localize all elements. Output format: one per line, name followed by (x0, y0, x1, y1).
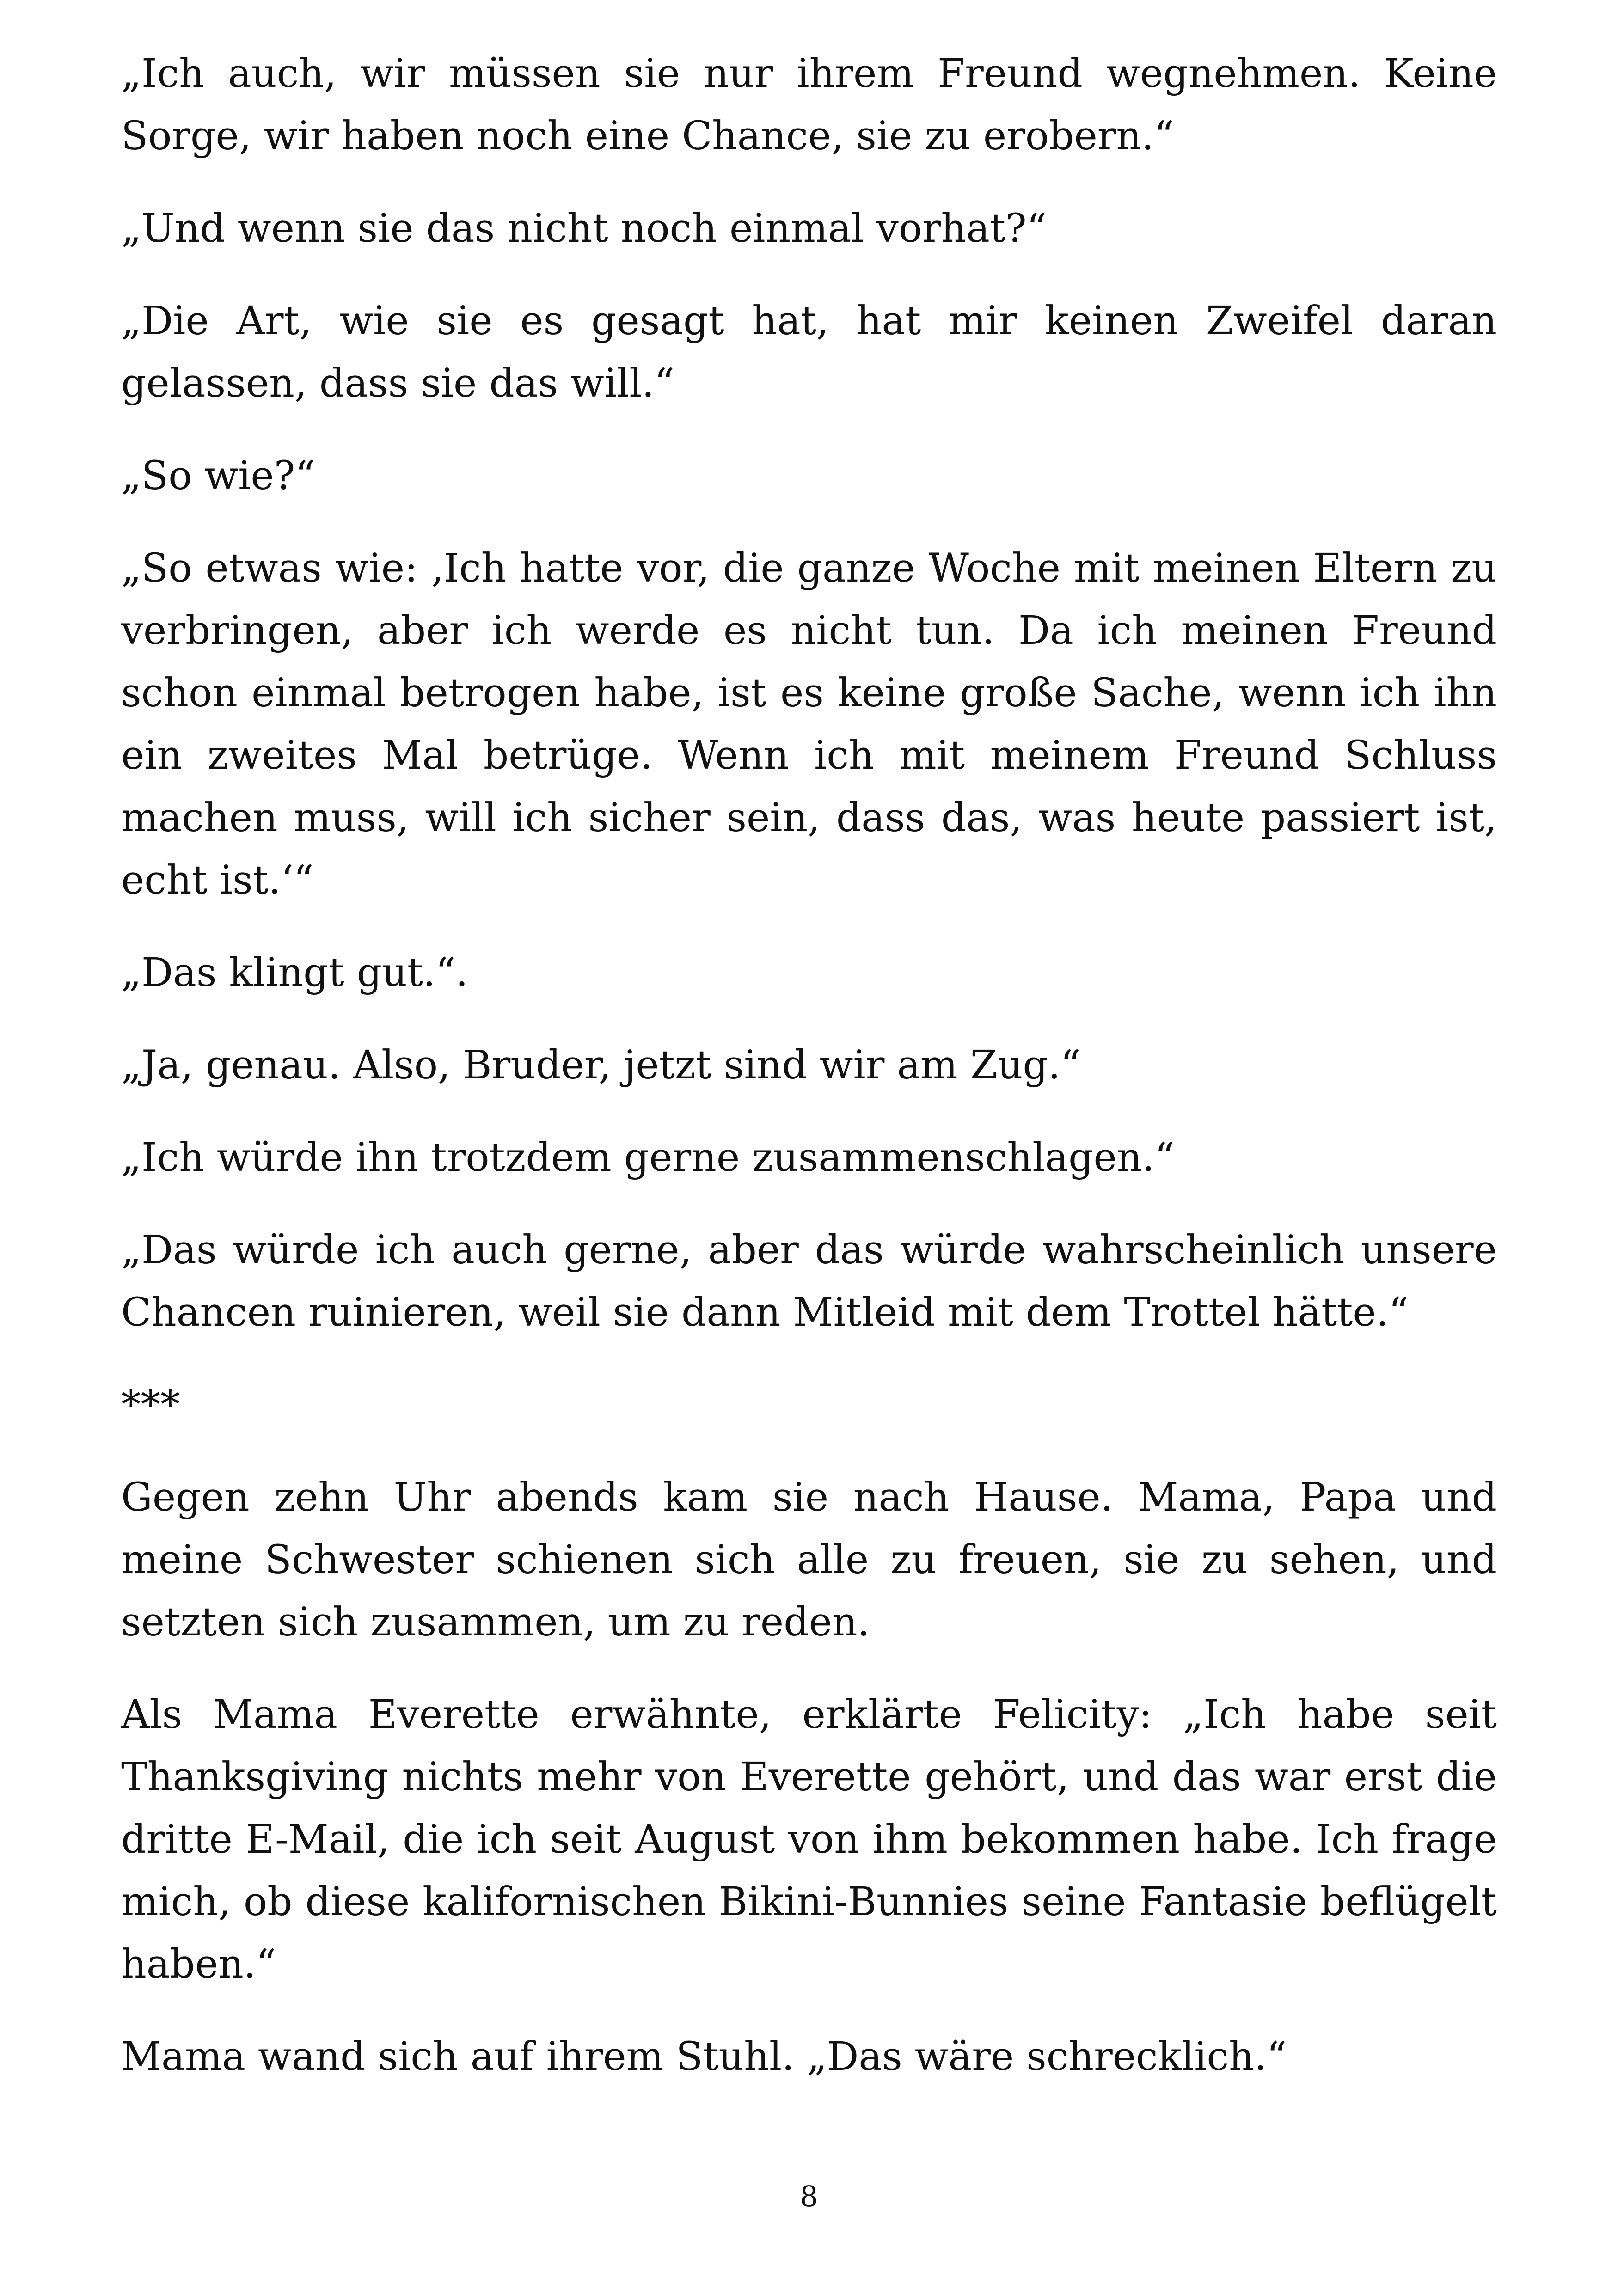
paragraph: „So etwas wie: ‚Ich hatte vor, die ganze Woche mit meinen Eltern zu verbringen, aber ich werde es nicht tun. Da ich meinen Freund schon einmal betrogen habe, ist es keine große Sache, wenn ich ihn ein zweites Mal betrüge. Wenn ich mit meinem Freund Schluss machen muss, will ich sicher sein, dass das, was heute passiert ist, echt ist.‘“ (121, 545, 1497, 903)
section-separator: *** (121, 1382, 180, 1428)
paragraph: Als Mama Everette erwähnte, erklärte Felicity: „Ich habe seit Thanksgiving nichts mehr von Everette gehört, und das war erst die dritte E-Mail, die ich seit August von ihm bekommen habe. Ich frage mich, ob diese kalifornischen Bikini-Bunnies seine Fantasie beflügelt haben.“ (121, 1692, 1497, 1987)
paragraph: „Das würde ich auch gerne, aber das würde wahrscheinlich unsere Chancen ruinieren, weil sie dann Mitleid mit dem Trottel hätte.“ (121, 1227, 1497, 1335)
paragraph: „Ich auch, wir müssen sie nur ihrem Freund wegnehmen. Keine Sorge, wir haben noch eine Chance, sie zu erobern.“ (121, 51, 1497, 159)
paragraph: „Ich würde ihn trotzdem gerne zusammenschlagen.“ (121, 1135, 1175, 1181)
paragraph: Gegen zehn Uhr abends kam sie nach Hause. Mama, Papa und meine Schwester schienen sich alle zu freuen, sie zu sehen, und setzten sich zusammen, um zu reden. (121, 1475, 1497, 1645)
page-number: 8 (800, 2180, 818, 2213)
paragraph: Mama wand sich auf ihrem Stuhl. „Das wäre schrecklich.“ (121, 2034, 1287, 2080)
paragraph: „So wie?“ (121, 453, 315, 499)
body-text (121, 43, 1497, 2118)
paragraph: „Das klingt gut.“. (121, 950, 468, 996)
paragraph: „Ja, genau. Also, Bruder, jetzt sind wir am Zug.“ (121, 1042, 1081, 1088)
paragraph: „Und wenn sie das nicht noch einmal vorhat?“ (121, 206, 1047, 251)
paragraph: „Die Art, wie sie es gesagt hat, hat mir keinen Zweifel daran gelassen, dass sie das will.“ (121, 298, 1497, 406)
